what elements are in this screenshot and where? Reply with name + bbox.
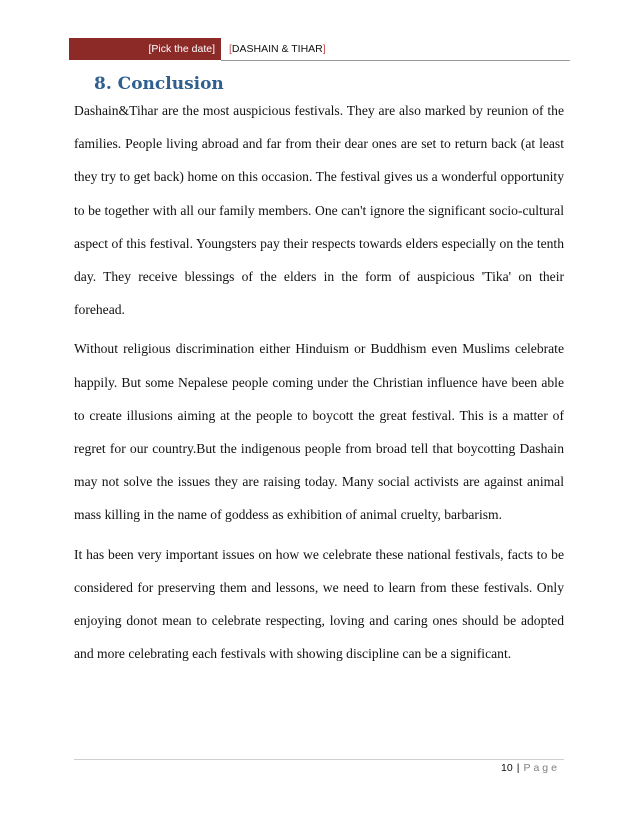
- header-rule: [221, 60, 570, 61]
- page-number: 10: [501, 762, 513, 774]
- header-title-close-bracket: ]: [322, 43, 326, 55]
- body-text: [74, 94, 564, 670]
- paragraph-3: It has been very important issues on how we celebrate these national festivals, facts to be considered for preserving them and lessons, we need to learn from these festivals. Only enjoying donot mean to celebrate respecting, loving and caring ones should be adopted and more celebrating each festivals with showing discipline can be a significant.: [74, 546, 564, 662]
- header-date-placeholder: [Pick the date]: [69, 38, 221, 60]
- page-label: Page: [523, 762, 560, 774]
- header-title-text: DASHAIN & TIHAR: [231, 43, 323, 55]
- footer-rule: [74, 759, 564, 760]
- footer-separator: |: [516, 762, 520, 774]
- paragraph-2: Without religious discrimination either Hinduism or Buddhism even Muslims celebrate happily. But some Nepalese people coming under the Christian influence have been able to create illusions aiming at the people to boycott the great festival. This is a matter of regret for our country.But the indigenous people from broad tell that boycotting Dashain may not solve the issues they are raising today. Many social activists are against animal mass killing in the name of goddess as exhibition of animal cruelty, barbarism.: [74, 341, 564, 523]
- paragraph-1: Dashain&Tihar are the most auspicious festivals. They are also marked by reunion of the families. People living abroad and far from their dear ones are set to return back (at least they try to get back) home on this occasion. The festival gives us a wonderful opportunity to be together with all our family members. One can't ignore the significant socio-cultural aspect of this festival. Youngsters pay their respects towards elders especially on the tenth day. They receive blessings of the elders in the form of auspicious 'Tika' on their forehead.: [74, 103, 564, 318]
- section-heading: 8. Conclusion: [94, 74, 224, 94]
- header-document-title: [229, 38, 326, 60]
- page-footer: [501, 762, 560, 774]
- header-title-open-bracket: [: [229, 43, 232, 55]
